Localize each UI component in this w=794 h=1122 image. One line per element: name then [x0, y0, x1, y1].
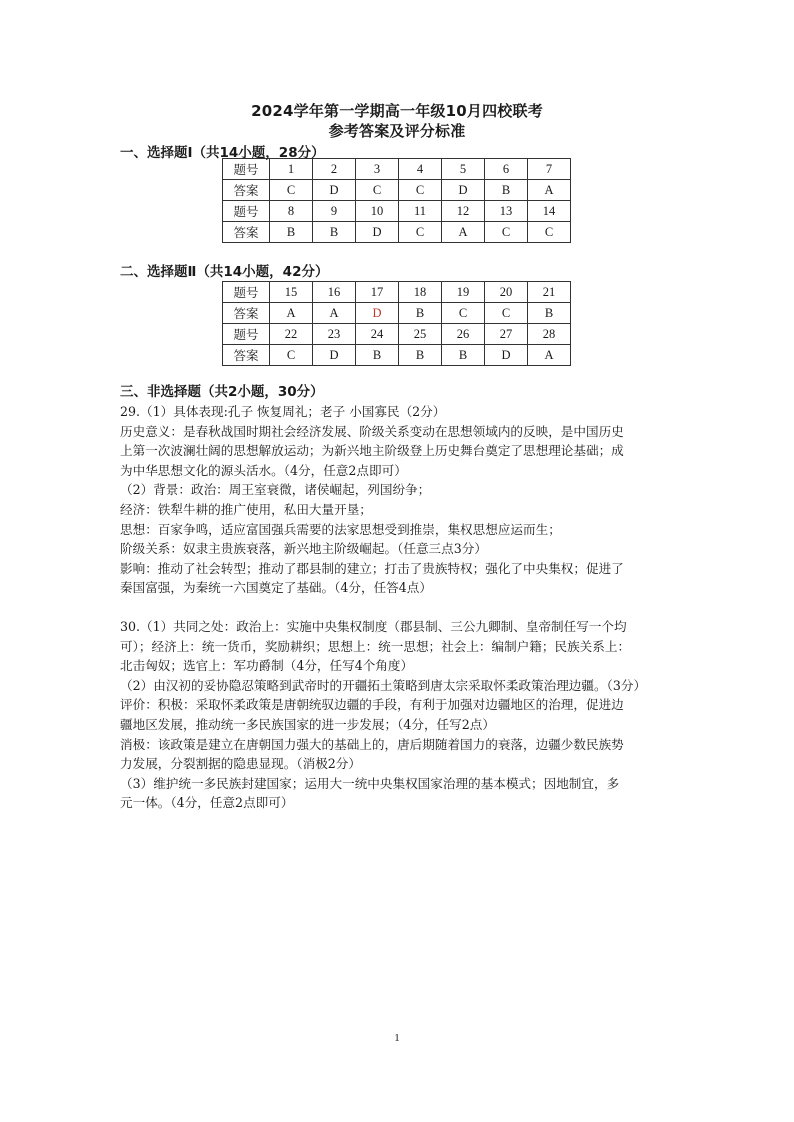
q29-line: 上第一次波澜壮阔的思想解放运动；为新兴地主阶级登上历史舞台奠定了思想理论基础；成	[120, 443, 624, 459]
answer-table-cell: D	[313, 345, 356, 366]
q30-line: 力发展，分裂割据的隐患显现。（消极2分）	[120, 756, 361, 772]
answer-table-cell: 13	[485, 201, 528, 222]
answer-table-cell: 1	[270, 159, 313, 180]
answer-table-header-cell: 答案	[223, 345, 270, 366]
answer-table-cell: 18	[399, 282, 442, 303]
answer-table-cell: A	[528, 180, 571, 201]
answer-table-row	[223, 303, 571, 324]
section3-heading: 三、非选择题（共2小题，30分）	[120, 384, 324, 400]
document-title: 2024学年第一学期高一年级10月四校联考	[251, 102, 543, 120]
answer-table-header-cell: 题号	[223, 282, 270, 303]
answer-table-cell: A	[270, 303, 313, 324]
q29-line: 秦国富强，为秦统一六国奠定了基础。（4分，任答4点）	[120, 580, 432, 596]
answer-table-row	[223, 201, 571, 222]
answer-table-cell: 28	[528, 324, 571, 345]
answer-table-cell: 27	[485, 324, 528, 345]
answer-table-cell: A	[313, 303, 356, 324]
q30-line: 疆地区发展，推动统一多民族国家的进一步发展；（4分，任写2点）	[120, 716, 495, 732]
answer-table-cell: 24	[356, 324, 399, 345]
answer-table-cell: 17	[356, 282, 399, 303]
answer-table-cell: D	[313, 180, 356, 201]
answer-table-cell: 23	[313, 324, 356, 345]
q29-line: 思想：百家争鸣，适应富国强兵需要的法家思想受到推崇，集权思想应运而生；	[120, 521, 561, 537]
answer-table-cell: D	[485, 345, 528, 366]
q30-line: 30.（1）共同之处：政治上：实施中央集权制度（郡县制、三公九卿制、皇帝制任写一个均	[120, 619, 627, 634]
answer-table-cell: B	[270, 222, 313, 243]
answer-table-cell: C	[528, 222, 571, 243]
q29-line: 影响：推动了社会转型；推动了郡县制的建立；打击了贵族特权；强化了中央集权；促进了	[120, 560, 624, 576]
answer-table-cell: C	[442, 303, 485, 324]
answer-table-cell: C	[270, 345, 313, 366]
answer-table-cell: 3	[356, 159, 399, 180]
q29-line: 29.（1）具体表现:孔子 恢复周礼；老子 小国寡民（2分）	[120, 404, 446, 419]
answer-table-cell: A	[528, 345, 571, 366]
answer-table-cell: C	[399, 180, 442, 201]
answer-table-cell: B	[399, 303, 442, 324]
answer-table-cell: C	[356, 180, 399, 201]
answer-table-header-cell: 题号	[223, 159, 270, 180]
answer-table-header-cell: 答案	[223, 222, 270, 243]
answer-table-cell: D	[356, 303, 399, 324]
answer-table-cell: 9	[313, 201, 356, 222]
question-30-answer	[120, 617, 680, 813]
answer-table-cell: C	[270, 180, 313, 201]
q29-line: 阶级关系：奴隶主贵族衰落，新兴地主阶级崛起。（任意三点3分）	[120, 541, 487, 557]
answer-table-cell: 15	[270, 282, 313, 303]
answer-table-cell: 21	[528, 282, 571, 303]
q30-line: 北击匈奴；选官上：军功爵制（4分，任写4个角度）	[120, 658, 414, 674]
answer-table-cell: D	[442, 180, 485, 201]
q30-line: （3）维护统一多民族封建国家；运用大一统中央集权国家治理的基本模式；因地制宜，多	[120, 775, 620, 791]
document-subtitle: 参考答案及评分标准	[328, 122, 466, 140]
section2-heading: 二、选择题Ⅱ（共14小题，42分）	[120, 264, 329, 280]
section1-answer-table	[222, 158, 571, 243]
answer-table-cell: B	[528, 303, 571, 324]
section1-heading: 一、选择题Ⅰ（共14小题，28分）	[120, 145, 325, 161]
q30-line: （2）由汉初的妥协隐忍策略到武帝时的开疆拓土策略到唐太宗采取怀柔政策治理边疆。（3分）	[120, 677, 647, 693]
answer-table-cell: 7	[528, 159, 571, 180]
answer-table-row	[223, 345, 571, 366]
answer-table-cell: 11	[399, 201, 442, 222]
answer-table-cell: 22	[270, 324, 313, 345]
answer-table-cell: B	[485, 180, 528, 201]
answer-table-cell: 5	[442, 159, 485, 180]
answer-table-cell: 8	[270, 201, 313, 222]
q29-line: 为中华思想文化的源头活水。（4分，任意2点即可）	[120, 462, 407, 478]
question-29-answer	[120, 402, 680, 598]
answer-table-cell: 10	[356, 201, 399, 222]
answer-table-cell: B	[442, 345, 485, 366]
answer-table-cell: 26	[442, 324, 485, 345]
q30-line: 消极：该政策是建立在唐朝国力强大的基础上的，唐后期随着国力的衰落，边疆少数民族势	[120, 736, 624, 752]
q30-line: 评价：积极：采取怀柔政策是唐朝统驭边疆的手段，有利于加强对边疆地区的治理，促进边	[120, 697, 624, 713]
answer-table-cell: A	[442, 222, 485, 243]
answer-table-row	[223, 180, 571, 201]
answer-table-cell: C	[399, 222, 442, 243]
answer-table-cell: 25	[399, 324, 442, 345]
answer-table-cell: 2	[313, 159, 356, 180]
q29-line: （2）背景：政治：周王室衰微，诸侯崛起，列国纷争；	[120, 482, 431, 498]
answer-table-cell: B	[399, 345, 442, 366]
q29-line: 历史意义：是春秋战国时期社会经济发展、阶级关系变动在思想领域内的反映，是中国历史	[120, 423, 624, 439]
answer-table-row	[223, 324, 571, 345]
q29-line: 经济：铁犁牛耕的推广使用，私田大量开垦；	[120, 501, 372, 517]
answer-table-cell: B	[313, 222, 356, 243]
answer-table-cell: 16	[313, 282, 356, 303]
answer-table-row	[223, 282, 571, 303]
answer-table-row	[223, 222, 571, 243]
answer-table-cell: C	[485, 222, 528, 243]
answer-table-cell: 12	[442, 201, 485, 222]
q30-line: 元一体。（4分，任意2点即可）	[120, 795, 294, 811]
answer-table-cell: B	[356, 345, 399, 366]
section2-answer-table	[222, 281, 571, 366]
answer-table-header-cell: 题号	[223, 324, 270, 345]
answer-table-header-cell: 答案	[223, 180, 270, 201]
answer-table-cell: D	[356, 222, 399, 243]
answer-table-header-cell: 题号	[223, 201, 270, 222]
answer-table-cell: C	[485, 303, 528, 324]
answer-table-cell: 14	[528, 201, 571, 222]
answer-table-row	[223, 159, 571, 180]
answer-table-cell: 20	[485, 282, 528, 303]
answer-table-cell: 19	[442, 282, 485, 303]
answer-table-cell: 4	[399, 159, 442, 180]
answer-table-header-cell: 答案	[223, 303, 270, 324]
answer-table-cell: 6	[485, 159, 528, 180]
q30-line: 可）；经济上：统一货币，奖励耕织；思想上：统一思想；社会上：编制户籍；民族关系上：	[120, 638, 631, 654]
page-number: 1	[394, 1032, 400, 1044]
